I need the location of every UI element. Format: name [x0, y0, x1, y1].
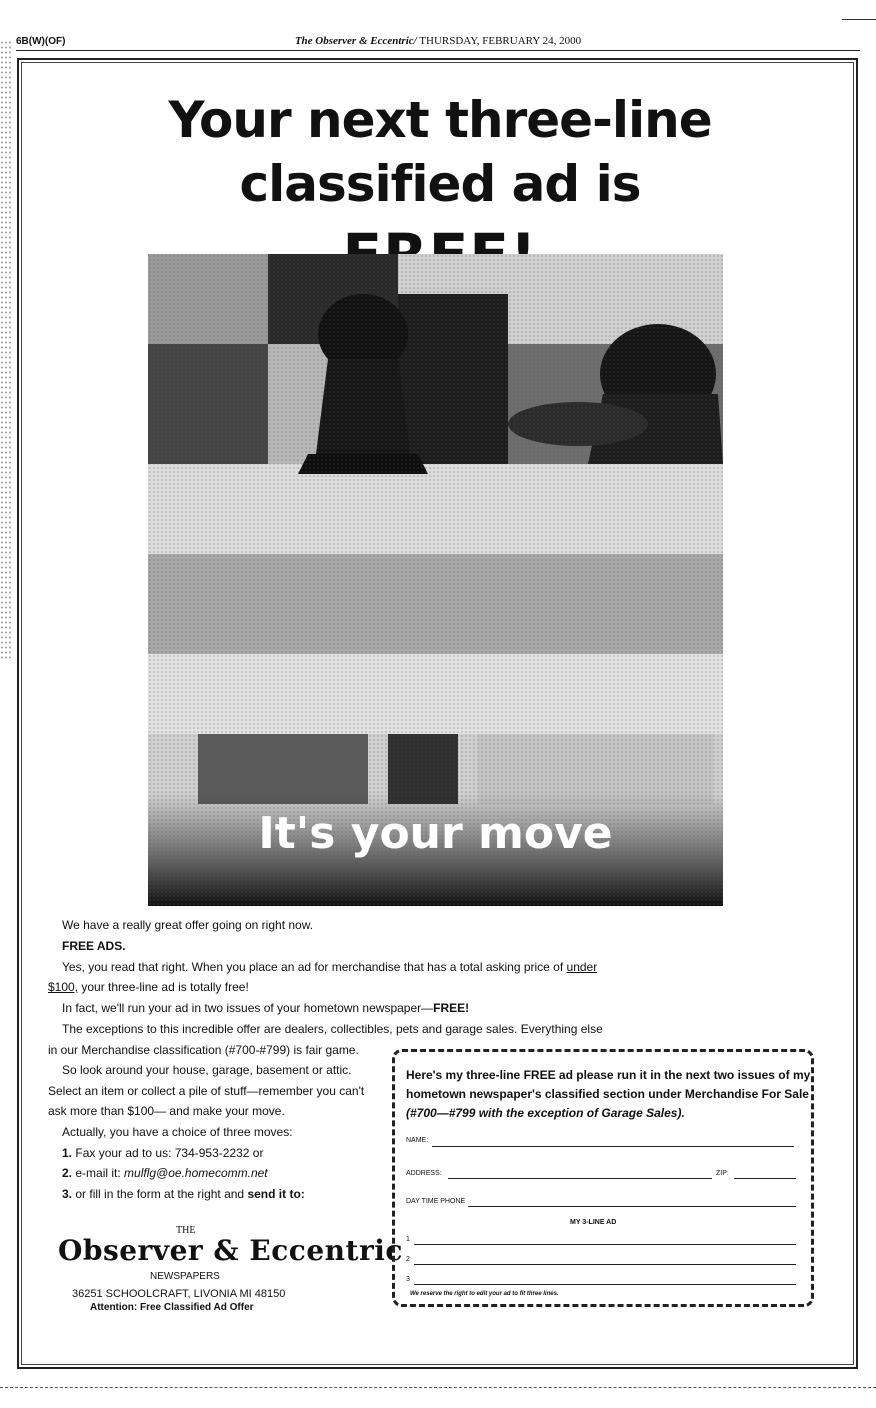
name-field[interactable]	[432, 1146, 794, 1147]
move-3-send: send it to:	[247, 1187, 305, 1201]
publication-name: The Observer & Eccentric/	[294, 35, 417, 47]
ad-line-2-number: 2	[406, 1256, 410, 1263]
address-label: ADDRESS:	[406, 1170, 442, 1177]
move-2-number: 2.	[62, 1166, 73, 1180]
body-paragraph-6c: ask more than $100— and make your move.	[48, 1104, 285, 1118]
body-paragraph-3b	[48, 980, 249, 995]
zip-field[interactable]	[734, 1178, 796, 1179]
logo-newspapers: NEWSPAPERS	[150, 1271, 220, 1282]
move-option-mail	[62, 1187, 305, 1202]
my-ad-heading: MY 3-LINE AD	[570, 1219, 617, 1226]
coupon-line-1: Here's my three-line FREE ad please run it in the next two issues of my	[406, 1068, 811, 1082]
headline-line-1: Your next three-line	[168, 91, 712, 149]
mailing-address: 36251 SCHOOLCRAFT, LIVONIA MI 48150	[72, 1288, 286, 1300]
move-1-text: Fax your ad to us: 734-953-2232 or	[75, 1146, 264, 1160]
body-paragraph-5b: in our Merchandise classification (#700-#799) is fair game.	[48, 1043, 359, 1057]
body-p4-free: FREE!	[433, 1001, 470, 1015]
header-rule	[16, 50, 860, 51]
ad-line-3-field[interactable]	[414, 1284, 796, 1285]
ad-line-2-field[interactable]	[414, 1264, 796, 1265]
logo-the: THE	[176, 1225, 196, 1236]
email-address: mulflg@oe.homecomm.net	[124, 1166, 268, 1180]
coupon-fine-print: We reserve the right to edit your ad to fit three lines.	[410, 1291, 559, 1297]
body-paragraph-7: Actually, you have a choice of three moves:	[62, 1125, 293, 1139]
move-option-email	[62, 1166, 268, 1181]
body-free-ads: FREE ADS.	[62, 939, 126, 953]
body-p3-end: your three-line ad is totally free!	[78, 980, 249, 994]
photo-caption: It's your move	[258, 808, 613, 859]
ad-line-1-field[interactable]	[414, 1244, 796, 1245]
move-option-fax	[62, 1146, 263, 1161]
phone-field[interactable]	[468, 1206, 796, 1207]
move-3-number: 3.	[62, 1187, 73, 1201]
zip-label: ZIP:	[716, 1170, 729, 1177]
ad-line-1-number: 1	[406, 1236, 410, 1243]
body-p3-text: Yes, you read that right. When you place an ad for merchandise that has a total asking price of	[62, 960, 567, 974]
headline-line-2: classified ad is	[239, 155, 641, 213]
body-paragraph-4	[62, 1001, 469, 1016]
issue-date: THURSDAY, FEBRUARY 24, 2000	[419, 35, 582, 47]
body-paragraph-5a: The exceptions to this incredible offer are dealers, collectibles, pets and garage sales. Everything else	[62, 1022, 603, 1036]
address-field[interactable]	[448, 1178, 712, 1179]
observer-eccentric-logo: Observer & Eccentric	[58, 1234, 403, 1267]
masthead	[0, 35, 876, 47]
body-paragraph-1: We have a really great offer going on right now.	[62, 918, 314, 932]
move-1-number: 1.	[62, 1146, 73, 1160]
scan-edge-dots	[0, 40, 12, 660]
body-p4-text: In fact, we'll run your ad in two issues of your hometown newspaper—	[62, 1001, 434, 1015]
body-paragraph-6a: So look around your house, garage, basement or attic.	[62, 1063, 352, 1077]
body-paragraph-6b: Select an item or collect a pile of stuff—remember you can't	[48, 1084, 365, 1098]
move-3-text: or fill in the form at the right and	[75, 1187, 248, 1201]
body-p3-under: under	[566, 960, 598, 974]
mailing-attention: Attention: Free Classified Ad Offer	[90, 1302, 254, 1313]
ad-line-3-number: 3	[406, 1276, 410, 1283]
coupon-line-3: (#700—#799 with the exception of Garage Sales).	[406, 1106, 685, 1120]
corner-rule	[842, 19, 876, 20]
body-p3-price: $100,	[48, 980, 79, 994]
name-label: NAME:	[406, 1137, 429, 1144]
phone-label: DAY TIME PHONE	[406, 1198, 466, 1205]
body-paragraph-3a	[62, 960, 597, 975]
footer-rule	[0, 1387, 876, 1389]
page-id: 6B(W)(OF)	[16, 36, 66, 47]
coupon-line-2: hometown newspaper's classified section under Merchandise For Sale	[406, 1087, 809, 1101]
move-2-text: e-mail it:	[75, 1166, 125, 1180]
